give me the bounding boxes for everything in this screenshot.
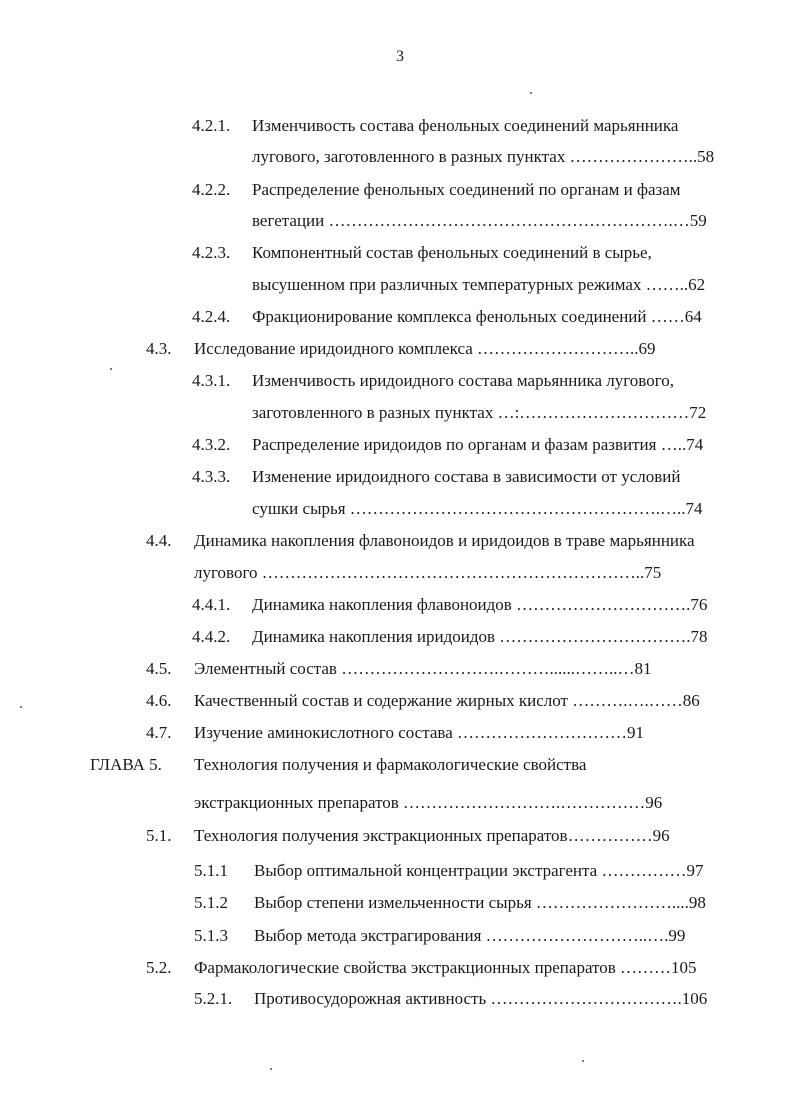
- toc-title: Компонентный состав фенольных соединений в сырье,: [252, 243, 652, 262]
- toc-title: Динамика накопления иридоидов …………………………….78: [252, 627, 708, 646]
- toc-number: 4.4.: [146, 531, 172, 550]
- toc-title: Выбор оптимальной концентрации экстрагента ……………97: [254, 861, 704, 880]
- scan-speck: [582, 1060, 584, 1062]
- scan-speck: [270, 1068, 272, 1070]
- toc-title: Фракционирование комплекса фенольных соединений ……64: [252, 307, 702, 326]
- toc-title: Динамика накопления флавоноидов и иридоидов в траве марьянника: [194, 531, 695, 550]
- scan-speck: [20, 706, 22, 708]
- toc-title: Динамика накопления флавоноидов ………………………….76: [252, 595, 708, 614]
- toc-title: Изменение иридоидного состава в зависимости от условий: [252, 467, 681, 486]
- scan-speck: [530, 92, 532, 94]
- toc-title-cont: сушки сырья ……………………………………………….…..74: [252, 499, 703, 518]
- toc-title: Выбор степени измельченности сырья ……………………....98: [254, 893, 706, 912]
- toc-number: 5.1.1: [194, 861, 228, 880]
- toc-number: 5.2.1.: [194, 989, 233, 1008]
- toc-number: 5.1.: [146, 826, 172, 845]
- toc-number: ГЛАВА 5.: [90, 755, 162, 774]
- toc-title: Изменчивость иридоидного состава марьянника лугового,: [252, 371, 674, 390]
- toc-number: 4.3.3.: [192, 467, 231, 486]
- toc-number: 4.3.1.: [192, 371, 231, 390]
- toc-number: 4.2.3.: [192, 243, 231, 262]
- toc-number: 4.4.1.: [192, 595, 231, 614]
- toc-title-cont: лугового, заготовленного в разных пунктах …………………..58: [252, 147, 715, 166]
- toc-title: Выбор метода экстрагирования ………………………..….99: [254, 926, 686, 945]
- toc-title: Технология получения и фармакологические свойства: [194, 755, 587, 774]
- toc-title-cont: вегетации …………………………………………………….…59: [252, 211, 707, 230]
- toc-number: 4.2.1.: [192, 116, 231, 135]
- toc-title: Изучение аминокислотного состава …………………………91: [194, 723, 645, 742]
- toc-title: Распределение иридоидов по органам и фазам развития …..74: [252, 435, 704, 454]
- toc-title-cont: высушенном при различных температурных режимах ……..62: [252, 275, 706, 294]
- toc-title-cont: экстракционных препаратов ……………………….……………96: [194, 793, 663, 812]
- toc-title: Технология получения экстракционных препаратов……………96: [194, 826, 670, 845]
- toc-title: Элементный состав ……………………….………......……..…81: [194, 659, 652, 678]
- toc-number: 5.1.2: [194, 893, 228, 912]
- toc-number: 4.7.: [146, 723, 172, 742]
- toc-title: Качественный состав и содержание жирных кислот ……….….……86: [194, 691, 700, 710]
- toc-number: 4.2.4.: [192, 307, 231, 326]
- toc-title: Фармакологические свойства экстракционных препаратов ………105: [194, 958, 697, 977]
- toc-number: 5.1.3: [194, 926, 228, 945]
- page-number: 3: [396, 48, 404, 65]
- toc-title-cont: заготовленного в разных пунктах …:…………………………72: [252, 403, 707, 422]
- toc-title: Исследование иридоидного комплекса ………………………..69: [194, 339, 656, 358]
- toc-number: 4.6.: [146, 691, 172, 710]
- toc-title: Изменчивость состава фенольных соединений марьянника: [252, 116, 679, 135]
- toc-number: 4.2.2.: [192, 180, 231, 199]
- toc-title: Распределение фенольных соединений по органам и фазам: [252, 180, 681, 199]
- toc-number: 4.3.: [146, 339, 172, 358]
- scan-speck: [110, 368, 112, 370]
- toc-title-cont: лугового …………………………………………………………..75: [194, 563, 662, 582]
- toc-title: Противосудорожная активность …………………………….106: [254, 989, 708, 1008]
- toc-number: 4.5.: [146, 659, 172, 678]
- toc-number: 4.3.2.: [192, 435, 231, 454]
- toc-number: 4.4.2.: [192, 627, 231, 646]
- toc-number: 5.2.: [146, 958, 172, 977]
